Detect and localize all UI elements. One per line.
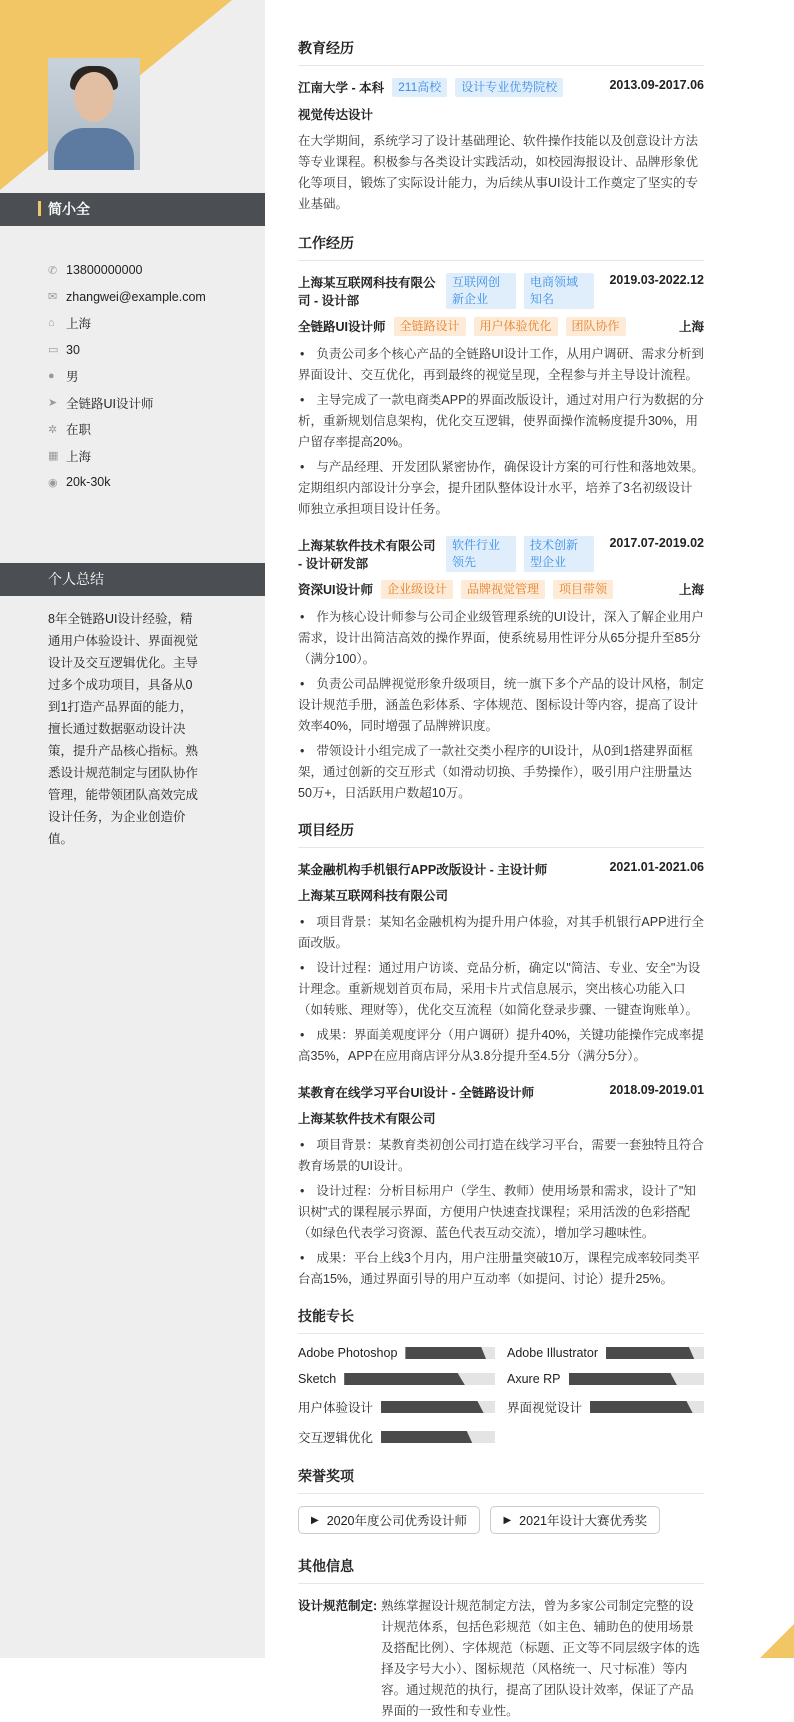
project-company: 上海某互联网科技有限公司 <box>298 889 449 903</box>
job-header <box>298 273 704 309</box>
skill-bar <box>405 1347 495 1359</box>
project-header <box>298 860 704 878</box>
main-content <box>298 38 704 1722</box>
award-label: 2020年度公司优秀设计师 <box>326 1514 468 1528</box>
tag: 团队协作 <box>566 317 626 336</box>
salary-icon: ◉ <box>48 476 58 489</box>
award-label: 2021年设计大赛优秀奖 <box>519 1514 647 1528</box>
contact-value: 上海 <box>66 317 92 332</box>
role-left <box>298 580 613 599</box>
contact-email <box>48 284 206 311</box>
date: 2018.09-2019.01 <box>609 1083 704 1097</box>
skill-bar <box>381 1431 495 1443</box>
role: 资深UI设计师 <box>298 583 374 597</box>
contact-gender <box>48 363 206 390</box>
major: 视觉传达设计 <box>298 108 374 122</box>
skill-bar-fill <box>405 1347 486 1359</box>
bullet: • 作为核心设计师参与公司企业级管理系统的UI设计，深入了解企业用户需求，设计出简洁高效的操作界面，使系统易用性评分从65分提升至85分（满分100）。 <box>298 607 704 670</box>
date: 2017.07-2019.02 <box>609 536 704 550</box>
bullet-list <box>298 607 704 804</box>
skills-grid <box>298 1346 704 1446</box>
contact-value: 20k-30k <box>66 475 111 490</box>
tag: 电商领域知名 <box>524 273 594 309</box>
job-entry <box>298 536 704 804</box>
bullet: • 负责公司品牌视觉形象升级项目，统一旗下多个产品的设计风格，制定设计规范手册，涵盖色彩体系、字体规范、图标设计等内容，提高了设计效率40%，同时增强了品牌辨识度。 <box>298 674 704 737</box>
bullet: • 项目背景：某知名金融机构为提升用户体验，对其手机银行APP进行全面改版。 <box>298 912 704 954</box>
job-left <box>298 536 594 572</box>
skill-name: Sketch <box>298 1372 337 1386</box>
bullet: • 项目背景：某教育类初创公司打造在线学习平台，需要一套独特且符合教育场景的UI设计。 <box>298 1135 704 1177</box>
contact-position <box>48 390 206 417</box>
summary-text: 8年全链路UI设计经验，精通用户体验设计、界面视觉设计及交互逻辑优化。主导过多个成功项目，具备从0到1打造产品界面的能力，擅长通过数据驱动设计决策，提升产品核心指标。熟悉设计规范制定与团队协作管理，能带领团队高效完成设计任务，为企业创造价值。 <box>48 612 199 846</box>
bullet-list <box>298 344 704 520</box>
award-item <box>490 1506 660 1534</box>
awards-list <box>298 1506 704 1534</box>
education-desc: 在大学期间，系统学习了设计基础理论、软件操作技能以及创意设计方法等专业课程。积极参与各类设计实践活动，如校园海报设计、品牌形象优化等项目，锻炼了实际设计能力，为后续从事UI设计工作奠定了坚实的专业基础。 <box>298 134 699 211</box>
skill-bar <box>569 1373 705 1385</box>
decor-corner <box>760 1624 794 1658</box>
skill-bar <box>381 1401 495 1413</box>
tag: 项目带领 <box>553 580 613 599</box>
contact-value: 30 <box>66 342 80 357</box>
section-title-work: 工作经历 <box>298 233 704 261</box>
contact-city <box>48 443 206 470</box>
project-company: 上海某软件技术有限公司 <box>298 1112 436 1126</box>
tag: 用户体验优化 <box>474 317 558 336</box>
age-icon: ▭ <box>48 344 59 357</box>
project-name: 某金融机构手机银行APP改版设计 - 主设计师 <box>298 863 548 877</box>
skill-bar-fill <box>381 1401 484 1413</box>
contact-age <box>48 337 206 364</box>
section-title-other: 其他信息 <box>298 1556 704 1584</box>
bullet: • 负责公司多个核心产品的全链路UI设计工作，从用户调研、需求分析到界面设计、交互优化，再到最终的视觉呈现，全程参与并主导设计流程。 <box>298 344 704 386</box>
contact-value: 全链路UI设计师 <box>66 396 154 411</box>
home-icon: ⌂ <box>48 317 55 330</box>
bullet-list <box>298 1135 704 1290</box>
mail-icon: ✉ <box>48 291 58 304</box>
bullet: • 设计过程：分析目标用户（学生、教师）使用场景和需求，设计了"知识树"式的课程展示界面，方便用户快速查找课程；采用活泼的色彩搭配（如绿色代表学习资源、蓝色代表互动交流），增加学习趣味性。 <box>298 1181 704 1244</box>
gender-icon: ● <box>48 370 55 383</box>
date: 2013.09-2017.06 <box>609 78 704 92</box>
bullet: • 成果：平台上线3个月内，用户注册量突破10万，课程完成率较同类平台高15%，通过界面引导的用户互动率（如提问、讨论）提升25%。 <box>298 1248 704 1290</box>
section-title-skills: 技能专长 <box>298 1306 704 1334</box>
send-icon: ➤ <box>48 397 58 410</box>
skill-item <box>298 1346 495 1360</box>
city: 上海 <box>678 320 704 334</box>
triangle-icon: ▶ <box>503 1514 512 1526</box>
skill-bar-fill <box>381 1431 472 1443</box>
contact-home <box>48 310 206 337</box>
school: 江南大学 - 本科 <box>298 81 385 95</box>
skill-name: 界面视觉设计 <box>507 1401 583 1415</box>
section-title-projects: 项目经历 <box>298 820 704 848</box>
contact-list <box>48 257 206 496</box>
tag: 211高校 <box>392 78 447 97</box>
education-header <box>298 78 704 97</box>
company: 上海某互联网科技有限公司 - 设计部 <box>298 276 436 308</box>
name-marker <box>38 201 41 216</box>
role: 全链路UI设计师 <box>298 320 386 334</box>
building-icon: ▦ <box>48 450 59 463</box>
tag: 品牌视觉管理 <box>461 580 545 599</box>
job-left <box>298 273 594 309</box>
contact-phone <box>48 257 206 284</box>
skill-item <box>507 1372 704 1386</box>
section-title-awards: 荣誉奖项 <box>298 1466 704 1494</box>
award-item <box>298 1506 480 1534</box>
skill-bar <box>606 1347 704 1359</box>
other-key: 设计规范制定: <box>298 1599 378 1613</box>
summary-header: 个人总结 <box>0 563 265 596</box>
contact-value: zhangwei@example.com <box>66 289 206 304</box>
company: 上海某软件技术有限公司 - 设计研发部 <box>298 539 436 571</box>
skill-bar <box>590 1401 704 1413</box>
skill-name: 交互逻辑优化 <box>298 1431 374 1445</box>
role-row <box>298 317 704 336</box>
name: 简小全 <box>48 201 90 217</box>
bullet-list <box>298 912 704 1067</box>
contact-salary <box>48 469 206 496</box>
skill-bar-fill <box>590 1401 693 1413</box>
job-header <box>298 536 704 572</box>
tag: 软件行业领先 <box>446 536 516 572</box>
status-icon: ✲ <box>48 423 58 436</box>
sidebar <box>0 0 265 1658</box>
skill-item <box>298 1372 495 1386</box>
bullet: • 设计过程：通过用户访谈、竞品分析，确定以"简洁、专业、安全"为设计理念。重新规划首页布局，采用卡片式信息展示，突出核心功能入口（如转账、理财等），优化交互流程（如简化登录步骤、一键查询账单）。 <box>298 958 704 1021</box>
skill-bar-fill <box>344 1373 465 1385</box>
skill-name: 用户体验设计 <box>298 1401 374 1415</box>
contact-value: 13800000000 <box>66 263 143 278</box>
skill-item <box>298 1398 495 1416</box>
skill-bar <box>344 1373 495 1385</box>
section-title-education: 教育经历 <box>298 38 704 66</box>
role-left <box>298 317 626 336</box>
contact-value: 男 <box>66 370 79 385</box>
bullet: • 主导完成了一款电商类APP的界面改版设计，通过对用户行为数据的分析，重新规划信息架构，优化交互逻辑，使界面操作流畅度提升30%，用户留存率提高20%。 <box>298 390 704 453</box>
skill-bar-fill <box>606 1347 694 1359</box>
other-value: 熟练掌握设计规范制定方法，曾为多家公司制定完整的设计规范体系，包括色彩规范（如主色、辅助色的使用场景及搭配比例）、字体规范（标题、正文等不同层级字体的选择及字号大小）、图标规范（风格统一、尺寸标准）等内容。通过规范的执行，提高了团队设计效率，保证了产品界面的一致性和专业性。 <box>381 1599 700 1718</box>
project-entry <box>298 1083 704 1290</box>
date: 2021.01-2021.06 <box>609 860 704 874</box>
project-entry <box>298 860 704 1067</box>
contact-value: 上海 <box>66 449 92 464</box>
skill-bar-fill <box>569 1373 677 1385</box>
skill-name: Axure RP <box>507 1372 561 1386</box>
skill-item <box>507 1346 704 1360</box>
phone-icon: ✆ <box>48 264 58 277</box>
avatar <box>48 58 140 170</box>
tag: 技术创新型企业 <box>524 536 594 572</box>
role-row <box>298 580 704 599</box>
bullet: • 带领设计小组完成了一款社交类小程序的UI设计，从0到1搭建界面框架，通过创新的交互形式（如滑动切换、手势操作），吸引用户注册量达50万+，日活跃用户数超10万。 <box>298 741 704 804</box>
other-info <box>298 1596 704 1722</box>
skill-item <box>298 1428 495 1446</box>
name-bar <box>0 193 265 226</box>
job-entry <box>298 273 704 520</box>
date: 2019.03-2022.12 <box>609 273 704 287</box>
project-header <box>298 1083 704 1101</box>
contact-status <box>48 416 206 443</box>
bullet: • 成果：界面美观度评分（用户调研）提升40%，关键功能操作完成率提高35%，APP在应用商店评分从3.8分提升至4.5分（满分5分）。 <box>298 1025 704 1067</box>
tag: 设计专业优势院校 <box>455 78 563 97</box>
contact-value: 在职 <box>66 423 92 438</box>
triangle-icon: ▶ <box>311 1514 319 1526</box>
bullet: • 与产品经理、开发团队紧密协作，确保设计方案的可行性和落地效果。定期组织内部设计分享会，提升团队整体设计水平，培养了3名初级设计师独立承担项目设计任务。 <box>298 457 704 520</box>
city: 上海 <box>678 583 704 597</box>
skill-item <box>507 1398 704 1416</box>
project-name: 某教育在线学习平台UI设计 - 全链路设计师 <box>298 1086 535 1100</box>
skill-name: Adobe Photoshop <box>298 1346 398 1360</box>
tag: 互联网创新企业 <box>446 273 516 309</box>
tag: 企业级设计 <box>381 580 453 599</box>
skill-name: Adobe Illustrator <box>507 1346 599 1360</box>
tag: 全链路设计 <box>394 317 466 336</box>
